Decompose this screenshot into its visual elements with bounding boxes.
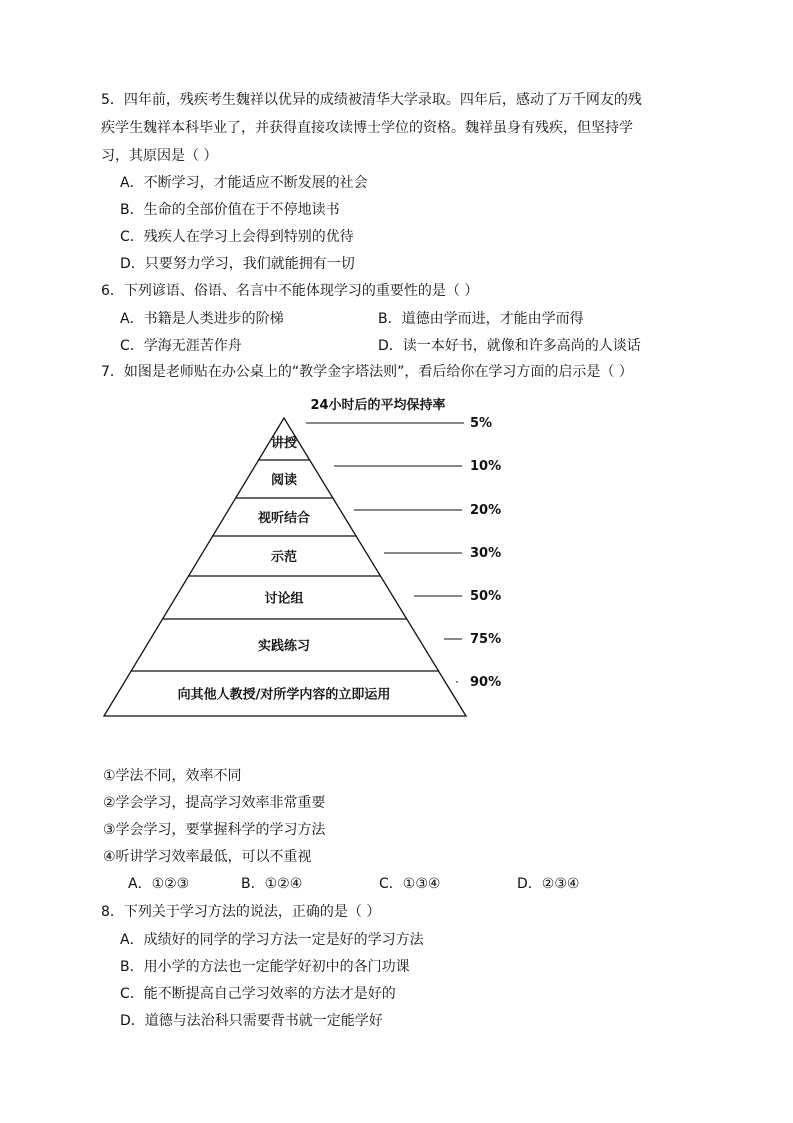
pyramid-retention-value: 30% (470, 546, 502, 561)
q8-stem: 8．下列关于学习方法的说法，正确的是（ ） (101, 904, 381, 920)
q7-option-b: B．①②④ (241, 876, 303, 892)
pyramid-level-label: 实践练习 (257, 639, 311, 654)
q6-option-d: D．读一本好书，就像和许多高尚的人谈话 (378, 338, 641, 354)
pyramid-retention-value: 50% (470, 589, 502, 604)
pyramid-level-label: 向其他人教授/对所学内容的立即运用 (177, 687, 391, 703)
q8-option-a: A．成绩好的同学的学习方法一定是好的学习方法 (120, 932, 424, 948)
pyramid-retention-value: 90% (470, 675, 502, 690)
q8-option-d: D．道德与法治科只需要背书就一定能学好 (120, 1013, 383, 1029)
pyramid-retention-value: 75% (470, 632, 502, 647)
q7-statement-1: ①学法不同，效率不同 (103, 768, 242, 784)
q7-statement-2: ②学会学习，提高学习效率非常重要 (103, 795, 326, 811)
learning-pyramid-chart (96, 390, 516, 722)
pyramid-retention-value: 5% (470, 416, 493, 431)
pyramid-level-label: 视听结合 (257, 511, 311, 526)
q6-option-b: B．道德由学而进，才能由学而得 (378, 311, 584, 327)
q5-option-c: C．残疾人在学习上会得到特别的优待 (120, 229, 354, 245)
q5-stem-line-2: 疾学生魏祥本科毕业了，并获得直接攻读博士学位的资格。魏祥虽身有残疾，但坚持学 (101, 120, 633, 136)
pyramid-level-label: 讲授 (270, 436, 298, 451)
q6-option-a: A．书籍是人类进步的阶梯 (120, 311, 284, 327)
q7-option-d: D．②③④ (517, 876, 580, 892)
pyramid-level-label: 讨论组 (264, 591, 304, 607)
q5-option-b: B．生命的全部价值在于不停地读书 (120, 202, 340, 218)
q5-stem-line-3: 习，其原因是（ ） (101, 148, 218, 164)
q8-option-b: B．用小学的方法也一定能学好初中的各门功课 (120, 959, 410, 975)
q7-statement-4: ④听讲学习效率最低，可以不重视 (103, 849, 312, 865)
q5-stem-line-1: 5．四年前，残疾考生魏祥以优异的成绩被清华大学录取。四年后，感动了万千网友的残 (101, 92, 642, 108)
pyramid-title: 24小时后的平均保持率 (310, 398, 446, 413)
q7-stem: 7．如图是老师贴在办公桌上的“教学金字塔法则”，看后给你在学习方面的启示是（ ） (101, 364, 633, 380)
q5-option-a: A．不断学习，才能适应不断发展的社会 (120, 175, 368, 191)
q6-stem: 6．下列谚语、俗语、名言中不能体现学习的重要性的是（ ） (101, 283, 479, 299)
q6-option-c: C．学海无涯苦作舟 (120, 338, 242, 354)
q5-option-d: D．只要努力学习，我们就能拥有一切 (120, 256, 355, 272)
q7-statement-3: ③学会学习，要掌握科学的学习方法 (103, 822, 326, 838)
q7-option-a: A．①②③ (128, 876, 190, 892)
q7-option-c: C．①③④ (379, 876, 441, 892)
pyramid-retention-value: 20% (470, 503, 502, 518)
pyramid-level-label: 阅读 (270, 473, 298, 488)
pyramid-level-label: 示范 (270, 550, 298, 565)
pyramid-retention-value: 10% (470, 459, 502, 474)
q8-option-c: C．能不断提高自己学习效率的方法才是好的 (120, 986, 396, 1002)
